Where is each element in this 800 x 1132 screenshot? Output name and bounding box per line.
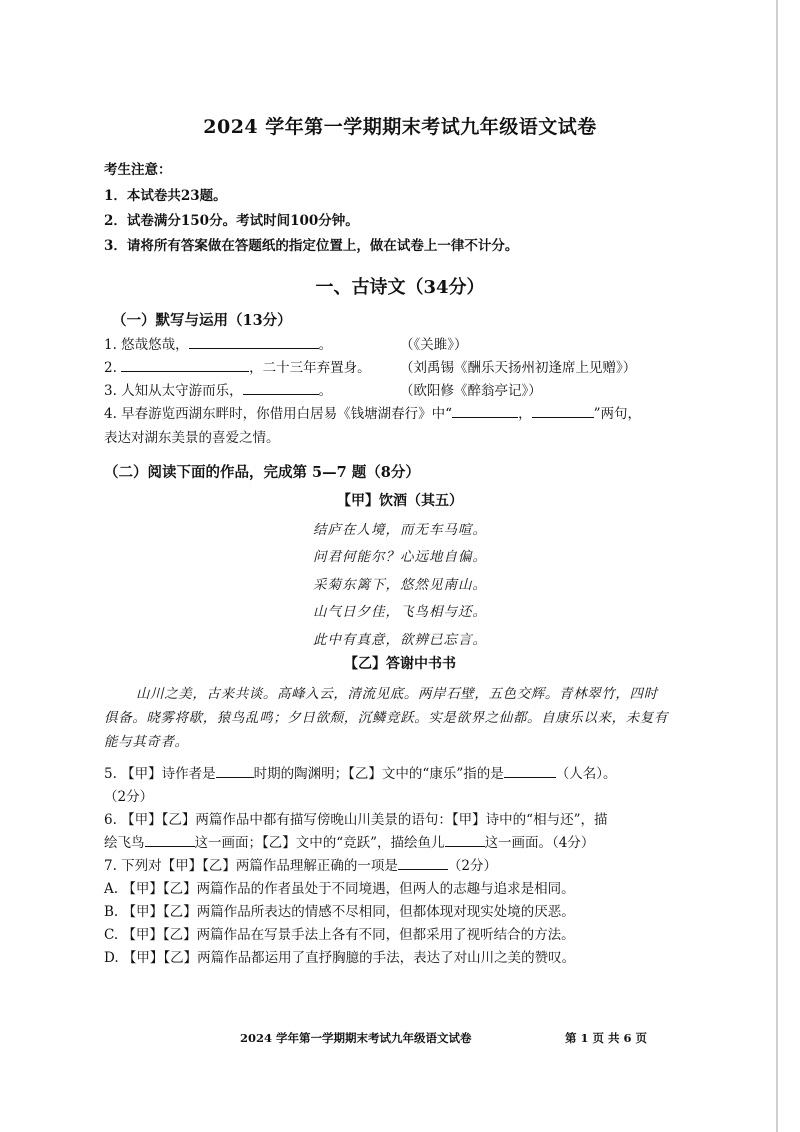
question-5 xyxy=(104,762,616,782)
q2-text: ，二十三年弃置身。 xyxy=(249,360,371,376)
answer-blank xyxy=(243,382,319,395)
poem-line: 山气日夕佳，飞鸟相与还。 xyxy=(313,604,487,620)
option-b: B. 【甲】【乙】两篇作品所表达的情感不尽相同，但都体现对现实处境的厌恶。 xyxy=(104,904,575,920)
question-2 xyxy=(104,356,371,376)
page-title: 2024 学年第一学期期末考试九年级语文试卷 xyxy=(203,116,597,138)
section-heading: 一、古诗文（34分） xyxy=(315,277,485,298)
part2-heading: （二）阅读下面的作品，完成第 5—7 题（8分） xyxy=(104,464,420,481)
answer-blank xyxy=(216,765,254,778)
poem-line: 问君何能尔？心远地自偏。 xyxy=(313,549,487,565)
q2-source: （刘禹锡《酬乐天扬州初逢席上见赠》） xyxy=(400,360,637,376)
q6-text: 绘飞鸟 xyxy=(104,835,145,851)
q4-text: 4. 早春游览西湖东畔时，你借用白居易《钱塘湖春行》中“ xyxy=(104,406,453,422)
q3-source: （欧阳修《醉翁亭记》） xyxy=(400,383,542,399)
prose-title: 【乙】答谢中书书 xyxy=(344,656,456,672)
q6-text-end: 这一画面。（4分） xyxy=(484,835,595,851)
q4-text-end: ”两句， xyxy=(593,406,641,422)
prose-line: 俱备。晓雾将歇，猿鸟乱鸣；夕日欲颓，沉鳞竞跃。实是欲界之仙都。自康乐以来，未复有 xyxy=(104,710,668,726)
answer-blank xyxy=(504,765,556,778)
q3-text: 3. 人知从太守游而乐， xyxy=(104,383,243,399)
question-1 xyxy=(104,333,332,353)
q4-comma: ， xyxy=(518,406,532,422)
q7-text: 7. 下列对【甲】【乙】两篇作品理解正确的一项是 xyxy=(104,858,398,874)
answer-blank xyxy=(445,834,485,847)
poem-line: 结庐在人境，而无车马喧。 xyxy=(313,522,487,538)
note-item: 2．试卷满分150分。考试时间100分钟。 xyxy=(104,213,359,229)
question-4-line2: 表达对湖东美景的喜爱之情。 xyxy=(104,430,280,446)
answer-blank xyxy=(398,857,448,870)
q5-score: （2分） xyxy=(104,789,154,805)
answer-blank xyxy=(189,336,319,349)
option-c: C. 【甲】【乙】两篇作品在写景手法上各有不同，但都采用了视听结合的方法。 xyxy=(104,927,575,943)
q3-end: 。 xyxy=(318,383,333,399)
notes-heading: 考生注意： xyxy=(104,162,172,178)
part1-heading: （一）默写与运用（13分） xyxy=(112,312,292,329)
note-item: 3．请将所有答案做在答题纸的指定位置上，做在试卷上一律不计分。 xyxy=(104,238,519,254)
prose-line: 山川之美，古来共谈。高峰入云，清流见底。两岸石壁，五色交辉。青林翠竹，四时 xyxy=(136,686,658,702)
scan-edge xyxy=(776,0,778,1132)
question-6-line2 xyxy=(104,831,594,851)
q5-text-mid: 时期的陶渊明；【乙】文中的“康乐”指的是 xyxy=(253,766,504,782)
answer-blank xyxy=(532,405,594,418)
q7-score: （2分） xyxy=(447,858,498,874)
poem-line: 此中有真意，欲辨已忘言。 xyxy=(313,632,487,648)
option-d: D. 【甲】【乙】两篇作品都运用了直抒胸臆的手法，表达了对山川之美的赞叹。 xyxy=(104,950,576,966)
q5-text-end: （人名）。 xyxy=(555,766,617,782)
q5-text: 5. 【甲】诗作者是 xyxy=(104,766,216,782)
q2-number: 2. xyxy=(104,360,122,376)
question-7 xyxy=(104,854,497,874)
footer-page-number: 第 1 页 共 6 页 xyxy=(565,1031,648,1045)
q1-text: 1. 悠哉悠哉， xyxy=(104,337,189,353)
question-3 xyxy=(104,379,332,399)
answer-blank xyxy=(121,359,249,372)
option-a: A. 【甲】【乙】两篇作品的作者虽处于不同境遇，但两人的志趣与追求是相同。 xyxy=(104,881,575,897)
answer-blank xyxy=(145,834,195,847)
q1-end: 。 xyxy=(318,337,333,353)
note-item: 1．本试卷共23题。 xyxy=(104,188,227,204)
q6-text-mid: 这一画面；【乙】文中的“竞跃”，描绘鱼儿 xyxy=(194,835,445,851)
q1-source: （《关雎》） xyxy=(400,337,468,353)
poem-line: 采菊东篱下，悠然见南山。 xyxy=(313,577,487,593)
question-6: 6. 【甲】【乙】两篇作品中都有描写傍晚山川美景的语句：【甲】诗中的“相与还”，描 xyxy=(104,812,608,828)
footer-title: 2024 学年第一学期期末考试九年级语文试卷 xyxy=(240,1031,472,1045)
prose-line: 能与其奇者。 xyxy=(104,734,189,750)
question-4 xyxy=(104,402,641,422)
poem-title: 【甲】饮酒（其五） xyxy=(337,493,463,509)
answer-blank xyxy=(452,405,518,418)
